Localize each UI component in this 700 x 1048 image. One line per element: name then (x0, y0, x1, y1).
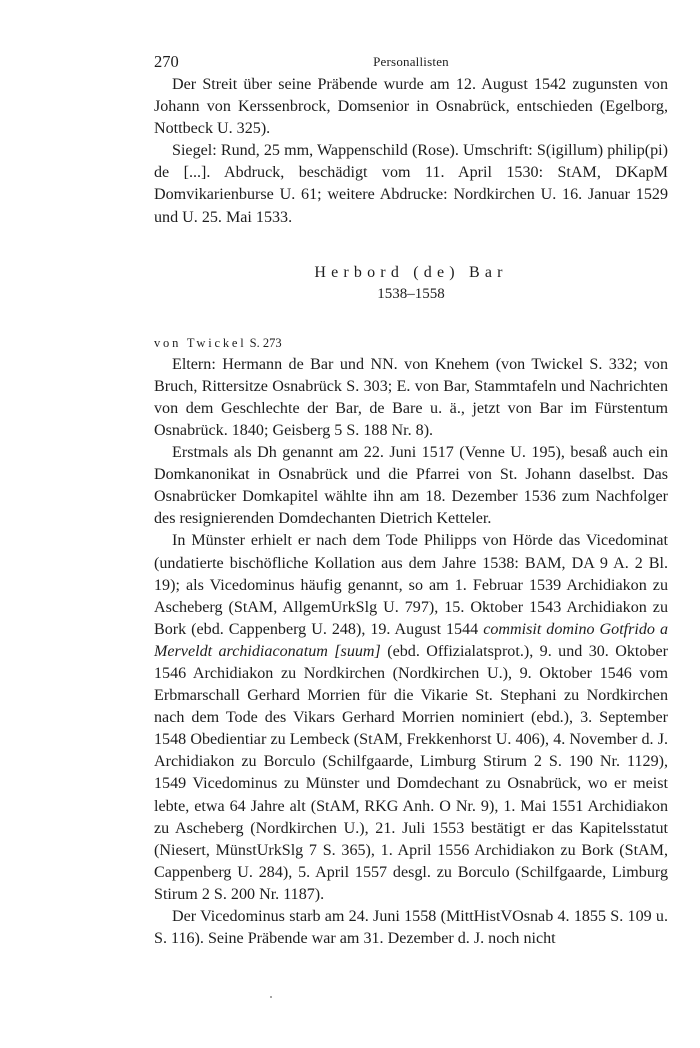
paragraph-career (154, 530, 668, 906)
source-author: von Twickel (154, 335, 247, 350)
running-head (154, 52, 668, 72)
source-reference (154, 335, 668, 351)
paragraph-first-mention: Erstmals als Dh genannt am 22. Juni 1517 (Venne U. 195), besaß auch ein Domkanonikat in Osnabrück und die Pfarrei von St. Johann daselbst. Das Osnabrücker Domkapitel wählte ihn am 18. Dezember 1536 zum Nachfolger des resignierenden Domdechanten Dietrich Ketteler. (154, 444, 668, 528)
career-text-part-2: (ebd. Offizialatsprot.), 9. und 30. Oktober 1546 Archidiakon zu Nordkirchen (Nordkirchen U.), 9. Oktober 1546 vom Erbmarschall Gerhard Morrien für die Vikarie St. Stephani zu Nordkirchen nach dem Tode des Vikars Gerhard Morrien nominiert (ebd.), 3. September 1548 Obedientiar zu Lembeck (StAM, Frekkenhorst U. 406), 4. November d. J. Archidiakon zu Borculo (Schilfgaarde, Limburg Stirum 2 S. 190 Nr. 1129), 1549 Vicedominus zu Münster und Domdechant zu Osnabrück, wo er meist lebte, etwa 64 Jahre alt (StAM, RKG Anh. O Nr. 9), 1. Mai 1551 Archidiakon zu Ascheberg (Nordkirchen U.), 21. Juli 1553 bestätigt er das Kapitelsstatut (Niesert, MünstUrkSlg 7 S. 365), 1. April 1556 Archidiakon zu Bork (StAM, Cappenberg U. 284), 5. April 1557 desgl. zu Borculo (Schilfgaarde, Limburg Stirum 2 S. 200 Nr. 1187). (154, 642, 668, 903)
entry-name: Herbord (de) Bar (314, 263, 508, 281)
latin-quotation: commisit domino Gotfrido a Merveldt archidiaconatum [suum] (154, 620, 669, 660)
paragraph-death: Der Vicedominus starb am 24. Juni 1558 (MittHistVOsnab 4. 1855 S. 109 u. S. 116). Seine Präbende war am 31. Dezember d. J. noch nicht (154, 908, 668, 948)
entry-dates: 1538–1558 (377, 285, 445, 302)
entry-heading (154, 262, 668, 304)
scan-speck (270, 996, 272, 998)
source-page: S. 273 (249, 335, 282, 350)
body-text (154, 74, 668, 950)
page-number: 270 (154, 52, 179, 71)
paragraph-parents: Eltern: Hermann de Bar und NN. von Knehem (von Twickel S. 332; von Bruch, Rittersitze Osnabrück S. 303; E. von Bar, Stammtafeln und Nachrichten von dem Geschlechte der Bar, de Bare u. ä., jetzt von Bar im Fürstentum Osnabrück. 1840; Geisberg 5 S. 188 Nr. 8). (154, 355, 668, 439)
paragraph-seal: Siegel: Rund, 25 mm, Wappenschild (Rose). Umschrift: S(igillum) philip(pi) de [...]. Abdruck, beschädigt vom 11. April 1530: StAM, DKapM Domvikarienburse U. 61; weitere Abdrucke: Nordkirchen U. 16. Januar 1529 und U. 25. Mai 1533. (154, 142, 668, 226)
running-title: Personallisten (373, 54, 449, 69)
paragraph-prebend-dispute: Der Streit über seine Präbende wurde am 12. August 1542 zugunsten von Johann von Kerssenbrock, Domsenior in Osnabrück, entschieden (Egelborg, Nottbeck U. 325). (154, 76, 668, 138)
career-text-part-1: In Münster erhielt er nach dem Tode Philipps von Hörde das Vicedominat (undatierte bischöfliche Kollation aus dem Jahre 1538: BAM, DA 9 A. 2 Bl. 19); als Vicedominus häufig genannt, so am 1. Februar 1539 Archidiakon zu Ascheberg (StAM, AllgemUrkSlg U. 797), 15. Oktober 1543 Archidiakon zu Bork (ebd. Cappenberg U. 248), 19. August 1544 (154, 532, 668, 638)
